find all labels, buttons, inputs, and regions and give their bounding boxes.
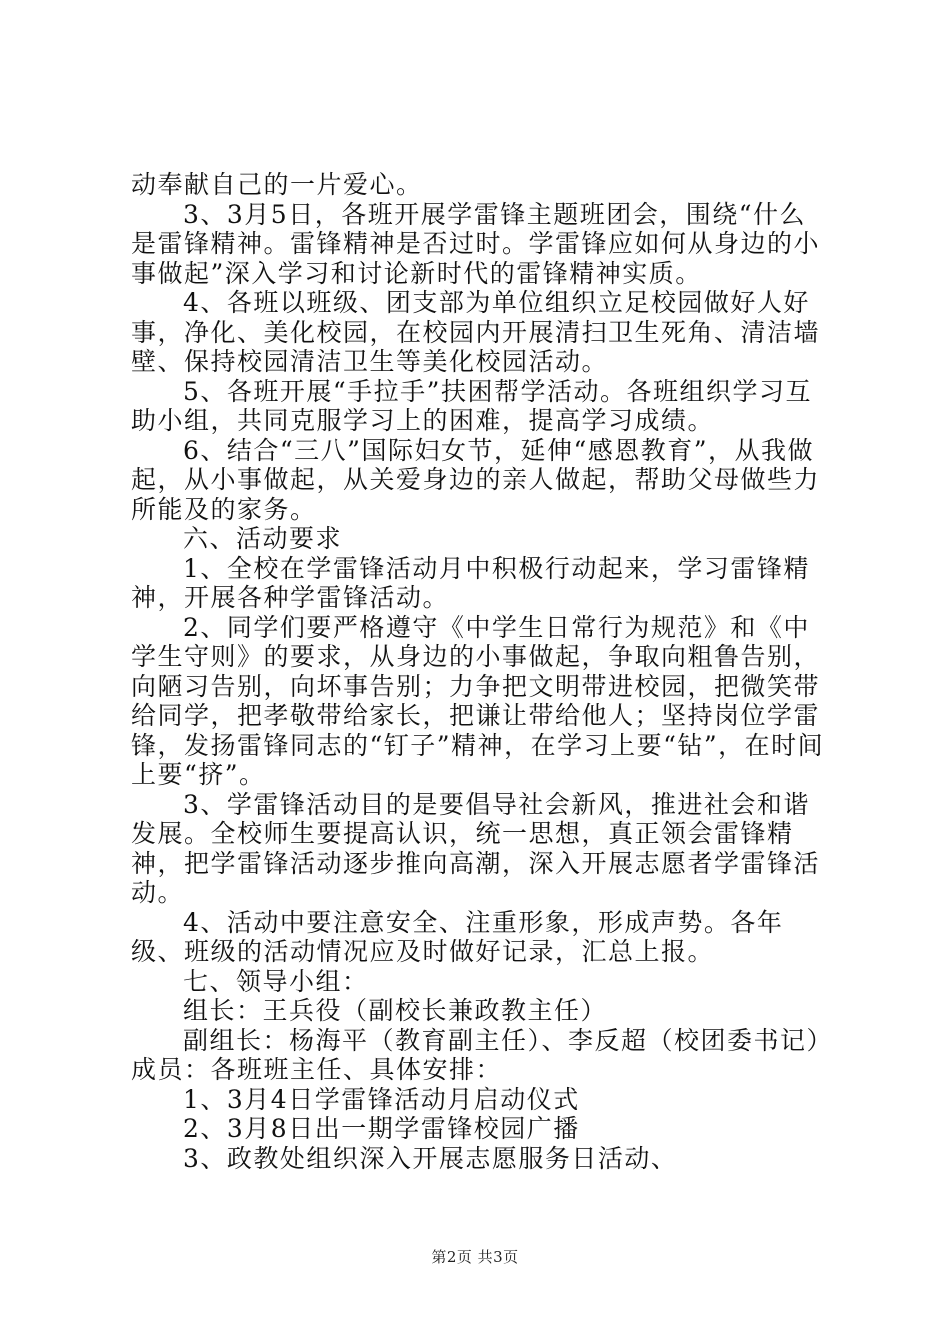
section-heading: 七、领导小组：	[183, 966, 369, 996]
paragraph: 4、各班以班级、团支部为单位组织立足校园做好人好事，净化、美化校园，在校园内开展清扫卫生死角、清洁墙壁、保持校园清洁卫生等美化校园活动。	[131, 288, 821, 376]
paragraph: 3、学雷锋活动目的是要倡导社会新风，推进社会和谐发展。全校师生要提高认识，统一思想，真正领会雷锋精神，把学雷锋活动逐步推向高潮，深入开展志愿者学雷锋活动。	[131, 789, 821, 907]
list-item: 2、3月8日出一期学雷锋校园广播	[183, 1114, 580, 1143]
section-heading: 六、活动要求	[183, 524, 343, 553]
list-item: 1、3月4日学雷锋活动月启动仪式	[183, 1084, 580, 1114]
page-footer: 第2页 共3页	[431, 1248, 519, 1266]
list-item: 3、政教处组织深入开展志愿服务日活动、	[183, 1143, 678, 1173]
paragraph: 6、结合“三八”国际妇女节，延伸“感恩教育”，从我做起，从小事做起，从关爱身边的亲人做起，帮助父母做些力所能及的家务。	[131, 435, 821, 524]
paragraph: 组长：王兵役（副校长兼政教主任）	[183, 996, 608, 1025]
paragraph: 动奉献自己的一片爱心。	[131, 170, 423, 199]
paragraph: 副组长：杨海平（教育副主任）、李反超（校团委书记）成员：各班班主任、具体安排：	[131, 1025, 821, 1084]
paragraph: 1、全校在学雷锋活动月中积极行动起来，学习雷锋精神，开展各种学雷锋活动。	[131, 553, 810, 612]
paragraph: 5、各班开展“手拉手”扶困帮学活动。各班组织学习互助小组，共同克服学习上的困难，提高学习成绩。	[131, 376, 812, 435]
paragraph: 2、同学们要严格遵守《中学生日常行为规范》和《中学生守则》的要求，从身边的小事做起，争取向粗鲁告别，向陋习告别，向坏事告别；力争把文明带进校园，把微笑带给同学，把孝敬带给家长，把谦让带给他人；坚持岗位学雷锋，发扬雷锋同志的“钉子”精神，在学习上要“钻”，在时间上要“挤”。	[131, 612, 825, 789]
paragraph: 4、活动中要注意安全、注重形象，形成声势。各年级、班级的活动情况应及时做好记录，汇总上报。	[131, 907, 784, 966]
document-body	[131, 170, 831, 1173]
paragraph: 3、3月5日，各班开展学雷锋主题班团会，围绕“什么是雷锋精神。雷锋精神是否过时。学雷锋应如何从身边的小事做起”深入学习和讨论新时代的雷锋精神实质。	[131, 199, 821, 288]
